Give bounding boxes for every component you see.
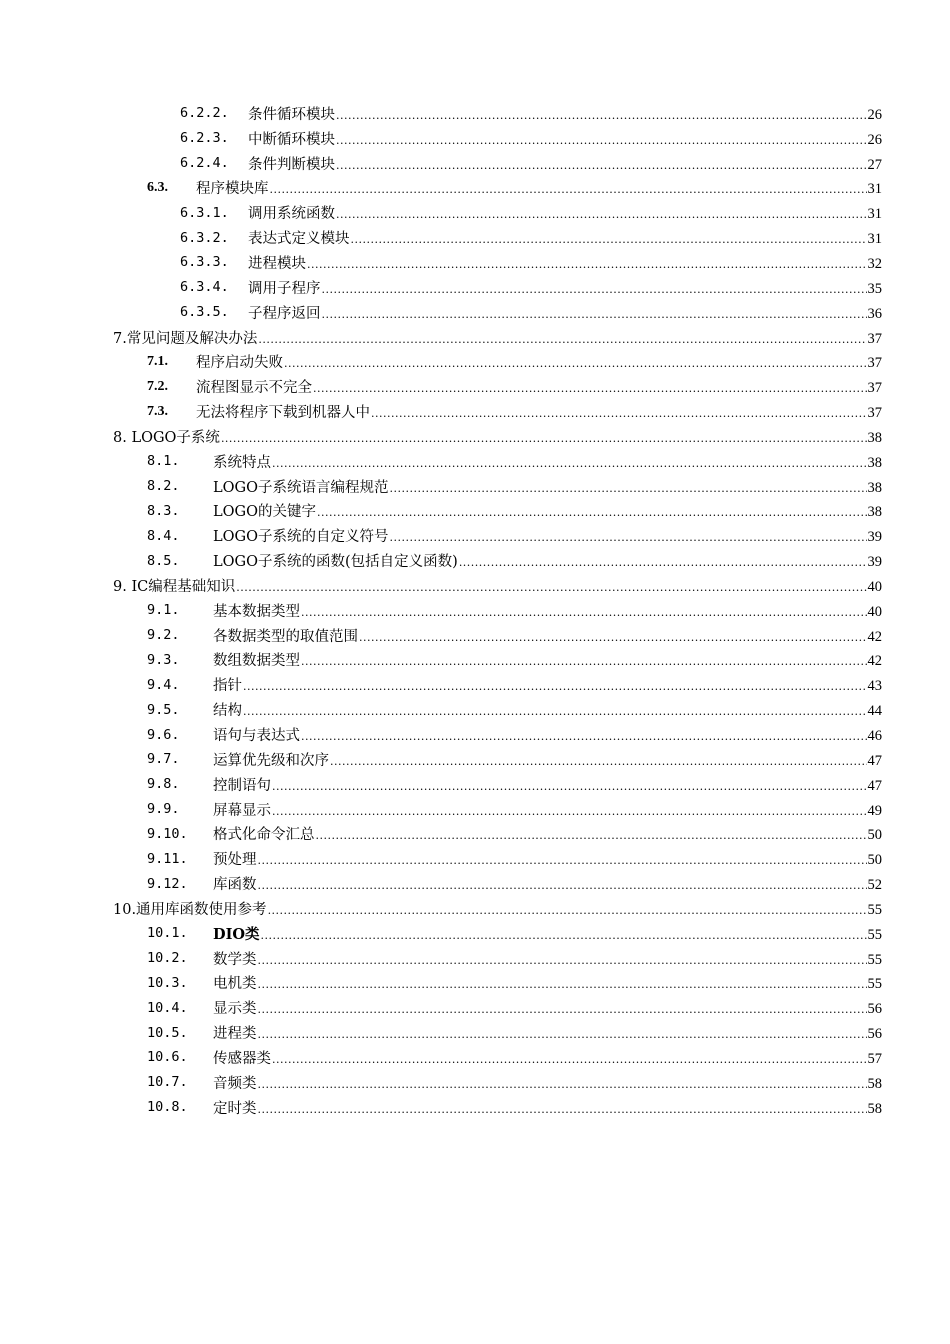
toc-entry[interactable] <box>0 846 950 871</box>
dot-leader <box>313 382 867 395</box>
toc-entry-number: 10.8. <box>147 1099 188 1116</box>
toc-entry-page-number: 47 <box>867 752 882 769</box>
toc-entry[interactable] <box>0 1045 950 1070</box>
toc-entry[interactable] <box>0 523 950 548</box>
toc-entry-number: 6.3. <box>147 179 168 195</box>
toc-entry[interactable] <box>0 995 950 1020</box>
dot-leader <box>243 705 867 718</box>
dot-leader <box>390 482 867 495</box>
dot-leader <box>390 531 867 544</box>
toc-entry-title: 定时类 <box>213 1100 257 1117</box>
toc-entry-title: 程序启动失败 <box>196 355 283 372</box>
toc-entry-title: 程序模块库 <box>196 181 269 198</box>
toc-entry-page-number: 55 <box>867 926 882 943</box>
toc-entry-title: 10.通用库函数使用参考 <box>113 901 267 918</box>
toc-entry-title: 进程类 <box>213 1026 257 1043</box>
toc-entry-page-number: 27 <box>867 156 882 173</box>
toc-entry-number: 6.3.1. <box>180 204 229 221</box>
toc-entry-page-number: 42 <box>867 653 882 670</box>
dot-leader <box>272 1053 867 1066</box>
toc-entry-page-number: 50 <box>867 852 882 869</box>
toc-entry[interactable] <box>0 896 950 921</box>
toc-entry-number: 9.9. <box>147 801 180 818</box>
toc-entry-title: LOGO子系统的自定义符号 <box>213 529 389 546</box>
toc-entry-title: 显示类 <box>213 1001 257 1018</box>
toc-entry-number: 7.3. <box>147 403 168 419</box>
toc-entry-title: 表达式定义模块 <box>248 231 350 248</box>
toc-entry-page-number: 56 <box>867 1026 882 1043</box>
toc-entry-page-number: 36 <box>867 305 882 322</box>
toc-entry[interactable] <box>0 300 950 325</box>
toc-entry[interactable] <box>0 697 950 722</box>
toc-entry-number: 7.1. <box>147 353 168 369</box>
toc-entry-title: 8. LOGO子系统 <box>113 429 220 446</box>
dot-leader <box>336 159 867 172</box>
toc-entry[interactable] <box>0 374 950 399</box>
toc-entry-page-number: 43 <box>867 678 882 695</box>
toc-entry-number: 8.5. <box>147 552 180 569</box>
toc-entry-title: 格式化命令汇总 <box>213 827 315 844</box>
toc-entry[interactable] <box>0 449 950 474</box>
dot-leader <box>459 556 867 569</box>
toc-entry-title: 系统特点 <box>213 454 271 471</box>
toc-entry-title: 子程序返回 <box>248 305 321 322</box>
toc-entry-number: 6.3.5. <box>180 304 229 321</box>
toc-entry-page-number: 31 <box>867 206 882 223</box>
toc-entry-title: 指针 <box>213 678 242 695</box>
toc-entry-number: 9.11. <box>147 850 188 867</box>
toc-entry-number: 8.2. <box>147 478 180 495</box>
toc-entry-page-number: 40 <box>867 578 882 595</box>
dot-leader <box>316 829 867 842</box>
dot-leader <box>351 233 867 246</box>
toc-entry-page-number: 38 <box>867 479 882 496</box>
toc-entry-page-number: 26 <box>867 131 882 148</box>
toc-entry[interactable] <box>0 672 950 697</box>
toc-entry-page-number: 31 <box>867 181 882 198</box>
toc-entry-page-number: 31 <box>867 231 882 248</box>
dot-leader <box>301 606 867 619</box>
toc-entry-title: LOGO子系统的函数(包括自定义函数) <box>213 554 458 571</box>
toc-entry-page-number: 58 <box>867 1100 882 1117</box>
dot-leader <box>330 755 867 768</box>
toc-entry-page-number: 57 <box>867 1050 882 1067</box>
toc-entry-number: 9.1. <box>147 602 180 619</box>
toc-entry-page-number: 37 <box>867 355 882 372</box>
toc-entry[interactable] <box>0 349 950 374</box>
toc-entry-page-number: 32 <box>867 255 882 272</box>
dot-leader <box>272 805 867 818</box>
toc-entry[interactable] <box>0 176 950 201</box>
toc-entry[interactable] <box>0 971 950 996</box>
toc-entry[interactable] <box>0 921 950 946</box>
toc-entry-number: 6.2.3. <box>180 130 229 147</box>
toc-entry-number: 10.3. <box>147 974 188 991</box>
toc-entry-number: 9.10. <box>147 825 188 842</box>
toc-entry-title: 基本数据类型 <box>213 603 300 620</box>
toc-entry-page-number: 56 <box>867 1001 882 1018</box>
toc-entry-title: 条件判断模块 <box>248 156 335 173</box>
dot-leader <box>336 109 867 122</box>
toc-entry-title: 传感器类 <box>213 1050 271 1067</box>
toc-entry-title: 7.常见问题及解决办法 <box>113 330 258 347</box>
table-of-contents <box>0 101 950 1120</box>
toc-entry[interactable] <box>0 325 950 350</box>
toc-entry[interactable] <box>0 1020 950 1045</box>
dot-leader <box>243 680 867 693</box>
toc-entry[interactable] <box>0 623 950 648</box>
toc-entry-number: 7.2. <box>147 378 168 394</box>
toc-entry-number: 10.6. <box>147 1049 188 1066</box>
dot-leader <box>236 581 866 594</box>
toc-entry-number: 6.2.4. <box>180 155 229 172</box>
dot-leader <box>270 183 867 196</box>
dot-leader <box>336 208 867 221</box>
dot-leader <box>317 506 867 519</box>
toc-entry[interactable] <box>0 126 950 151</box>
toc-entry-title: 调用系统函数 <box>248 206 335 223</box>
toc-entry-title: DIO类 <box>213 925 260 943</box>
toc-entry-number: 6.3.3. <box>180 254 229 271</box>
dot-leader <box>268 904 867 917</box>
toc-entry-title: 流程图显示不完全 <box>196 380 312 397</box>
toc-entry-page-number: 46 <box>867 728 882 745</box>
toc-entry-number: 9.2. <box>147 627 180 644</box>
dot-leader <box>307 258 867 271</box>
toc-entry-title: 音频类 <box>213 1075 257 1092</box>
dot-leader <box>258 954 867 967</box>
toc-entry[interactable] <box>0 399 950 424</box>
dot-leader <box>258 1103 867 1116</box>
toc-entry-page-number: 49 <box>867 802 882 819</box>
dot-leader <box>258 1028 867 1041</box>
dot-leader <box>258 1003 867 1016</box>
toc-entry-title: 各数据类型的取值范围 <box>213 628 358 645</box>
toc-entry-page-number: 26 <box>867 106 882 123</box>
toc-entry-number: 9.4. <box>147 676 180 693</box>
dot-leader <box>371 407 867 420</box>
toc-entry[interactable] <box>0 151 950 176</box>
toc-entry-title: LOGO子系统语言编程规范 <box>213 479 389 496</box>
toc-entry-title: LOGO的关键字 <box>213 504 316 521</box>
toc-entry-page-number: 55 <box>867 901 882 918</box>
toc-entry-page-number: 47 <box>867 777 882 794</box>
dot-leader <box>221 432 867 445</box>
toc-entry[interactable] <box>0 598 950 623</box>
toc-entry-number: 8.4. <box>147 527 180 544</box>
toc-entry-number: 6.3.4. <box>180 279 229 296</box>
toc-entry-page-number: 38 <box>867 454 882 471</box>
dot-leader <box>359 631 867 644</box>
dot-leader <box>301 655 867 668</box>
toc-entry-page-number: 50 <box>867 827 882 844</box>
toc-entry-title: 结构 <box>213 703 242 720</box>
toc-entry-number: 9.8. <box>147 776 180 793</box>
dot-leader <box>272 457 867 470</box>
toc-entry-page-number: 38 <box>867 504 882 521</box>
dot-leader <box>284 357 867 370</box>
toc-entry[interactable] <box>0 722 950 747</box>
toc-entry-number: 8.1. <box>147 453 180 470</box>
toc-entry[interactable] <box>0 747 950 772</box>
toc-entry-title: 预处理 <box>213 852 257 869</box>
toc-entry[interactable] <box>0 250 950 275</box>
dot-leader <box>258 879 867 892</box>
toc-entry-title: 电机类 <box>213 976 257 993</box>
toc-entry[interactable] <box>0 797 950 822</box>
toc-entry-page-number: 39 <box>867 529 882 546</box>
toc-entry-number: 6.3.2. <box>180 229 229 246</box>
dot-leader <box>272 780 867 793</box>
dot-leader <box>258 1078 867 1091</box>
toc-entry-title: 数组数据类型 <box>213 653 300 670</box>
dot-leader <box>258 978 867 991</box>
toc-entry[interactable] <box>0 424 950 449</box>
toc-entry-page-number: 38 <box>867 429 882 446</box>
toc-entry-number: 10.1. <box>147 925 188 942</box>
toc-entry-number: 8.3. <box>147 502 180 519</box>
toc-entry-page-number: 40 <box>867 603 882 620</box>
toc-entry-title: 进程模块 <box>248 255 306 272</box>
toc-entry[interactable] <box>0 946 950 971</box>
toc-entry-page-number: 44 <box>867 703 882 720</box>
toc-entry-title: 运算优先级和次序 <box>213 752 329 769</box>
toc-entry[interactable] <box>0 1070 950 1095</box>
toc-entry-number: 9.7. <box>147 751 180 768</box>
toc-entry[interactable] <box>0 548 950 573</box>
toc-entry[interactable] <box>0 225 950 250</box>
dot-leader <box>322 308 867 321</box>
toc-entry-page-number: 37 <box>867 405 882 422</box>
toc-entry-page-number: 55 <box>867 976 882 993</box>
toc-entry[interactable] <box>0 772 950 797</box>
toc-entry-title: 条件循环模块 <box>248 106 335 123</box>
toc-entry-title: 数学类 <box>213 951 257 968</box>
toc-entry-page-number: 37 <box>867 380 882 397</box>
toc-entry-page-number: 35 <box>867 280 882 297</box>
dot-leader <box>336 134 867 147</box>
toc-entry-page-number: 52 <box>867 877 882 894</box>
toc-entry[interactable] <box>0 1095 950 1120</box>
toc-entry[interactable] <box>0 821 950 846</box>
toc-entry-title: 语句与表达式 <box>213 728 300 745</box>
dot-leader <box>258 854 867 867</box>
toc-entry-title: 库函数 <box>213 877 257 894</box>
toc-entry[interactable] <box>0 499 950 524</box>
toc-entry-title: 屏幕显示 <box>213 802 271 819</box>
toc-entry-number: 9.12. <box>147 875 188 892</box>
dot-leader <box>261 929 867 942</box>
toc-entry-title: 中断循环模块 <box>248 131 335 148</box>
toc-entry-number: 9.6. <box>147 726 180 743</box>
toc-entry-number: 10.4. <box>147 999 188 1016</box>
toc-entry-number: 10.5. <box>147 1024 188 1041</box>
toc-entry-title: 调用子程序 <box>248 280 321 297</box>
toc-entry-number: 6.2.2. <box>180 105 229 122</box>
toc-entry-title: 无法将程序下载到机器人中 <box>196 405 370 422</box>
toc-entry[interactable] <box>0 871 950 896</box>
toc-entry-page-number: 42 <box>867 628 882 645</box>
toc-entry-title: 9. IC编程基础知识 <box>113 578 236 595</box>
toc-entry[interactable] <box>0 648 950 673</box>
toc-entry-title: 控制语句 <box>213 777 271 794</box>
toc-entry-page-number: 55 <box>867 951 882 968</box>
dot-leader <box>301 730 867 743</box>
toc-entry-page-number: 39 <box>867 554 882 571</box>
toc-entry[interactable] <box>0 474 950 499</box>
toc-entry[interactable] <box>0 573 950 598</box>
toc-entry[interactable] <box>0 200 950 225</box>
toc-entry[interactable] <box>0 101 950 126</box>
dot-leader <box>258 333 866 346</box>
toc-entry-page-number: 58 <box>867 1075 882 1092</box>
dot-leader <box>322 283 867 296</box>
toc-entry-number: 9.5. <box>147 701 180 718</box>
toc-entry-number: 10.7. <box>147 1074 188 1091</box>
toc-entry-page-number: 37 <box>867 330 882 347</box>
toc-entry-number: 10.2. <box>147 950 188 967</box>
toc-entry-number: 9.3. <box>147 651 180 668</box>
toc-entry[interactable] <box>0 275 950 300</box>
